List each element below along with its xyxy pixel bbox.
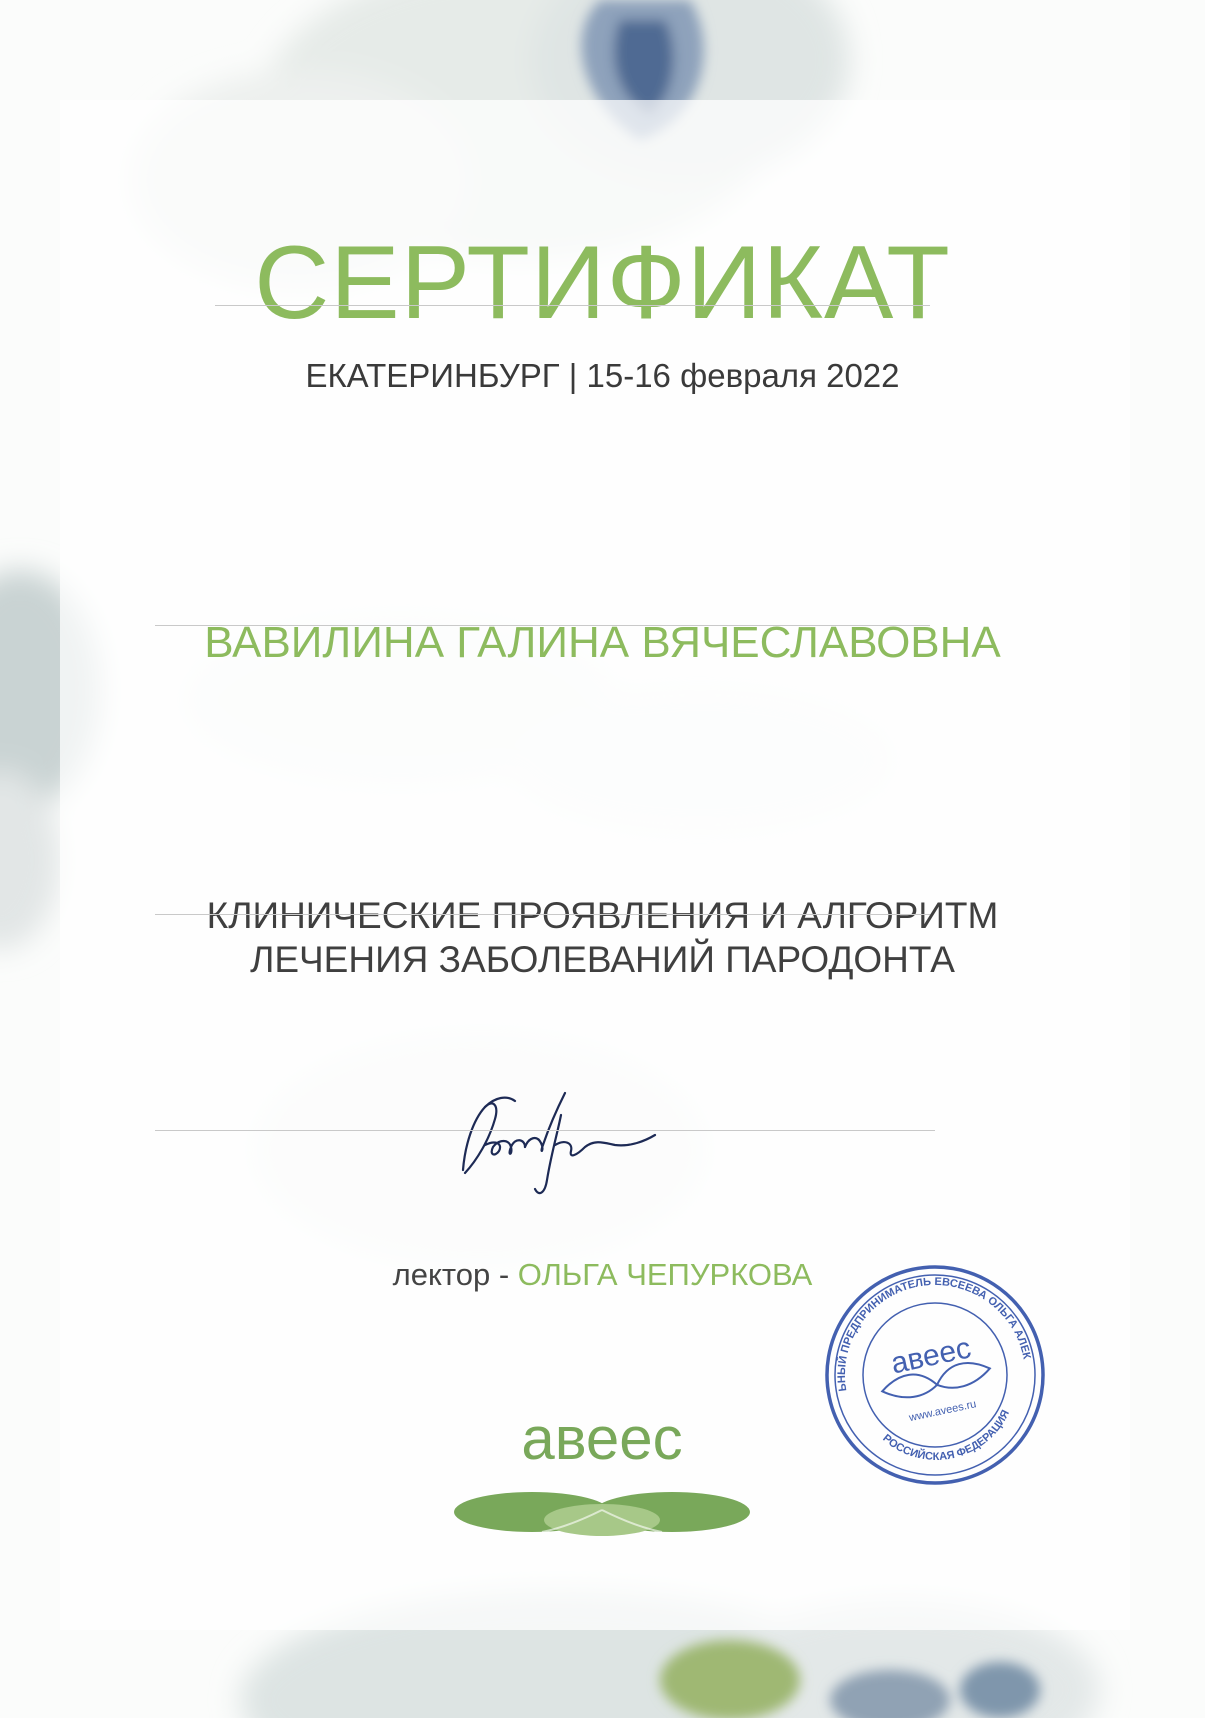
logo-text: авеес [521, 1405, 683, 1472]
svg-text:ИНДИВИДУАЛЬНЫЙ ПРЕДПРИНИМАТЕЛЬ [820, 1260, 1033, 1403]
recipient-name: ВАВИЛИНА ГАЛИНА ВЯЧЕСЛАВОВНА [204, 618, 1001, 667]
svg-text:РОССИЙСКАЯ ФЕДЕРАЦИЯ [879, 1406, 1020, 1475]
signature-icon [455, 1085, 695, 1225]
recipient-divider [155, 625, 930, 626]
course-title-line-2: ЛЕЧЕНИЯ ЗАБОЛЕВАНИЙ ПАРОДОНТА [250, 939, 955, 980]
course-title-line-1: КЛИНИЧЕСКИЕ ПРОЯВЛЕНИЯ И АЛГОРИТМ [206, 895, 999, 936]
certificate-title: СЕРТИФИКАТ [254, 225, 951, 341]
stamp-website: www.avees.ru [907, 1398, 978, 1425]
leaf-wings-icon [452, 1484, 752, 1544]
lecturer-label: лектор - [392, 1257, 518, 1292]
lecturer-name: ОЛЬГА ЧЕПУРКОВА [517, 1257, 813, 1292]
event-location-date: ЕКАТЕРИНБУРГ | 15-16 февраля 2022 [305, 357, 900, 394]
title-divider [215, 305, 930, 306]
course-title [0, 894, 1205, 982]
stamp-ring-text-top: ИНДИВИДУАЛЬНЫЙ ПРЕДПРИНИМАТЕЛЬ ЕВСЕЕВА ОЛЬГА АЛЕКСАНДРОВНА [835, 1275, 1033, 1393]
signature-line [155, 1130, 935, 1131]
course-divider [155, 914, 930, 915]
stamp-center-text: авеес [888, 1331, 974, 1381]
company-stamp [820, 1260, 1050, 1490]
stamp-ring-text-bottom: РОССИЙСКАЯ ФЕДЕРАЦИЯ [880, 1408, 1013, 1463]
avees-logo [452, 1404, 752, 1544]
